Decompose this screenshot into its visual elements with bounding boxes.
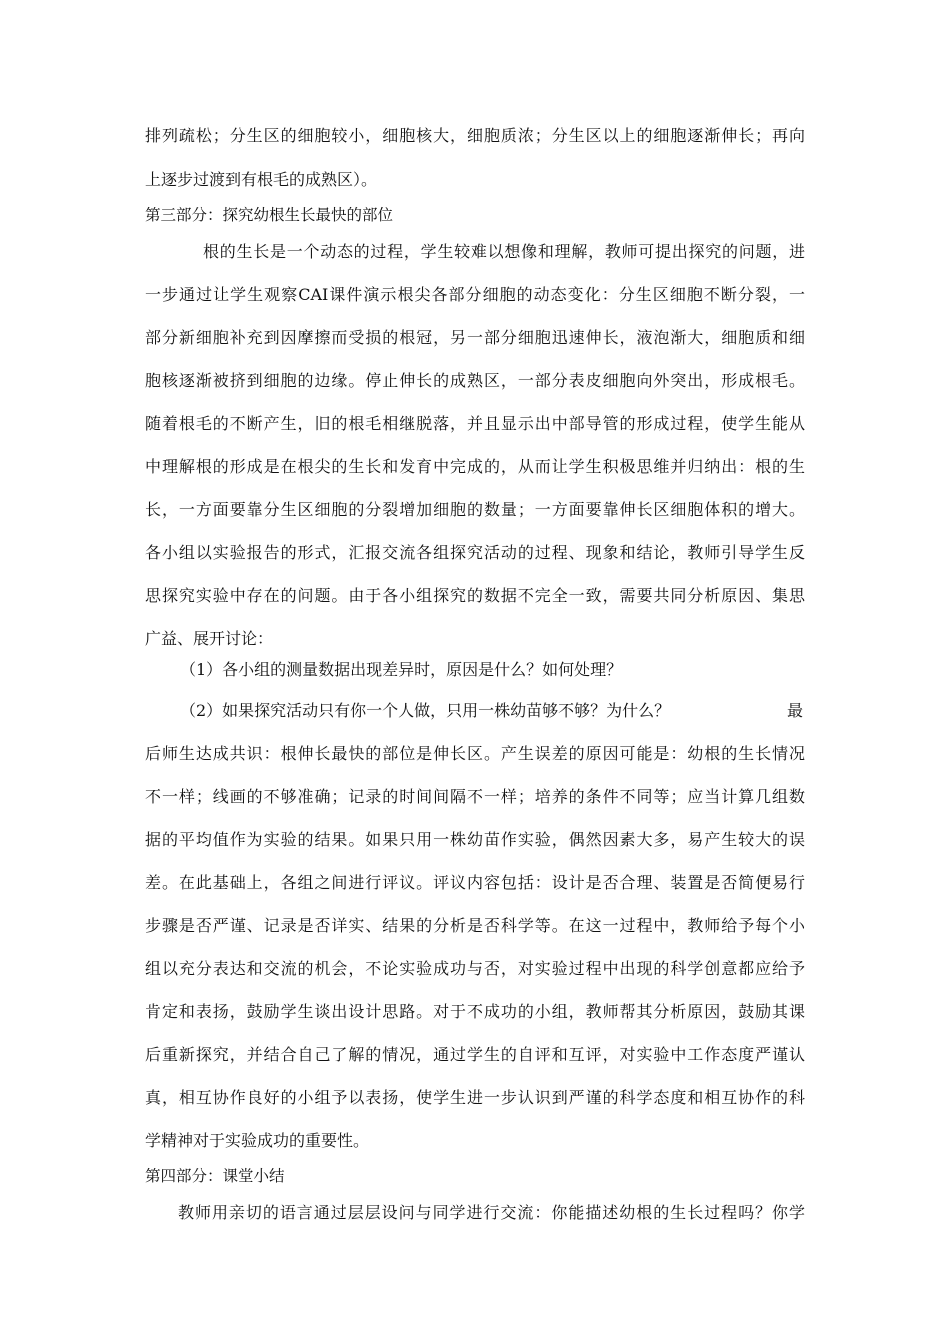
section-heading-3: 第三部分：探究幼根生长最快的部位 bbox=[145, 206, 394, 224]
text-line: 一步通过让学生观察CAI课件演示根尖各部分细胞的动态变化：分生区细胞不断分裂，一 bbox=[145, 285, 805, 304]
question-2: （2）如果探究活动只有你一个人做，只用一株幼苗够不够？为什么？ bbox=[180, 701, 671, 720]
paragraph-start: 教师用亲切的语言通过层层设问与同学进行交流：你能描述幼根的生长过程吗？你学 bbox=[178, 1203, 805, 1222]
text-line: 随着根毛的不断产生，旧的根毛相继脱落，并且显示出中部导管的形成过程，使学生能从 bbox=[145, 414, 805, 433]
text-line: 组以充分表达和交流的机会，不论实验成功与否，对实验过程中出现的科学创意都应给予 bbox=[145, 959, 805, 978]
text-line: 据的平均值作为实验的结果。如果只用一株幼苗作实验，偶然因素大多，易产生较大的误 bbox=[145, 830, 805, 849]
text-line: 不一样；线画的不够准确；记录的时间间隔不一样；培养的条件不同等；应当计算几组数 bbox=[145, 787, 805, 806]
text-line: 排列疏松；分生区的细胞较小，细胞核大，细胞质浓；分生区以上的细胞逐渐伸长；再向 bbox=[145, 126, 805, 145]
text-line: 部分新细胞补充到因摩擦而受损的根冠，另一部分细胞迅速伸长，液泡渐大，细胞质和细 bbox=[145, 328, 805, 347]
text-line: 各小组以实验报告的形式，汇报交流各组探究活动的过程、现象和结论，教师引导学生反 bbox=[145, 543, 805, 562]
text-line: 差。在此基础上，各组之间进行评议。评议内容包括：设计是否合理、装置是否简便易行 bbox=[145, 873, 805, 892]
text-line: 后重新探究，并结合自己了解的情况，通过学生的自评和互评，对实验中工作态度严谨认 bbox=[145, 1045, 805, 1064]
text-line: 步骤是否严谨、记录是否详实、结果的分析是否科学等。在这一过程中，教师给予每个小 bbox=[145, 916, 805, 935]
text-line: 学精神对于实验成功的重要性。 bbox=[145, 1131, 370, 1150]
section-heading-4: 第四部分：课堂小结 bbox=[145, 1167, 285, 1185]
text-line: 后师生达成共识：根伸长最快的部位是伸长区。产生误差的原因可能是：幼根的生长情况 bbox=[145, 744, 805, 763]
question-1: （1）各小组的测量数据出现差异时，原因是什么？如何处理？ bbox=[180, 660, 623, 679]
text-line: 肯定和表扬，鼓励学生谈出设计思路。对于不成功的小组，教师帮其分析原因，鼓励其课 bbox=[145, 1002, 805, 1021]
text-line: 中理解根的形成是在根尖的生长和发育中完成的，从而让学生积极思维并归纳出：根的生 bbox=[145, 457, 805, 476]
text-line: 思探究实验中存在的问题。由于各小组探究的数据不完全一致，需要共同分析原因、集思 bbox=[145, 586, 805, 605]
text-line: 真，相互协作良好的小组予以表扬，使学生进一步认识到严谨的科学态度和相互协作的科 bbox=[145, 1088, 805, 1107]
text-line: 长，一方面要靠分生区细胞的分裂增加细胞的数量；一方面要靠伸长区细胞体积的增大。 bbox=[145, 500, 805, 519]
text-line: 广益、展开讨论： bbox=[145, 629, 274, 648]
text-fragment: 最 bbox=[787, 701, 804, 720]
text-line: 胞核逐渐被挤到细胞的边缘。停止伸长的成熟区，一部分表皮细胞向外突出，形成根毛。 bbox=[145, 371, 805, 390]
text-line: 上逐步过渡到有根毛的成熟区）。 bbox=[145, 170, 378, 189]
paragraph-start: 根的生长是一个动态的过程，学生较难以想像和理解，教师可提出探究的问题，进 bbox=[203, 242, 805, 261]
